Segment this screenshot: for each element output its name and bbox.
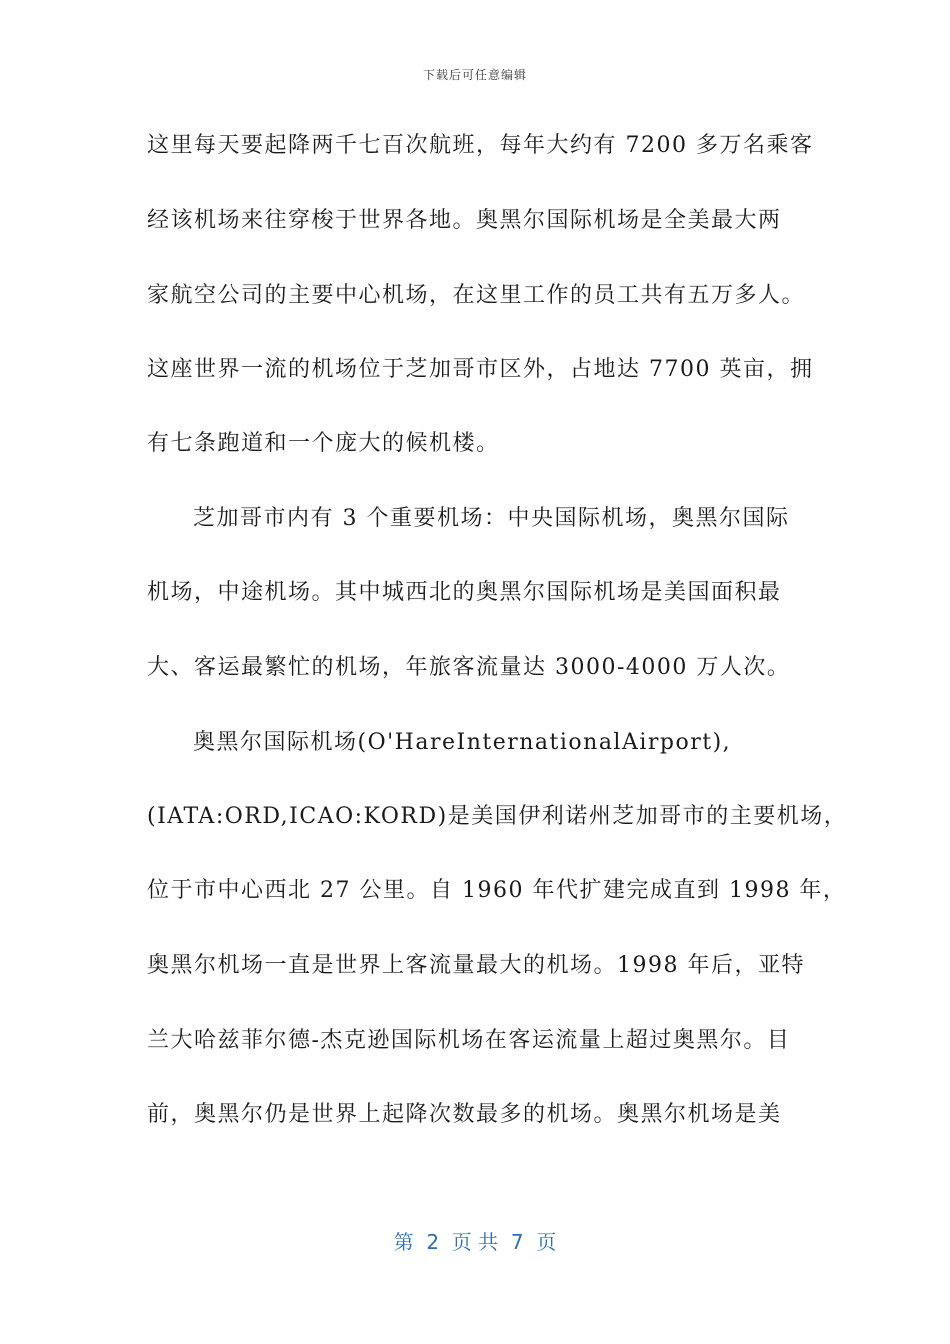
body-line-12: 奥黑尔机场一直是世界上客流量最大的机场。1998 年后，亚特 bbox=[147, 953, 805, 978]
body-line-8: 大、客运最繁忙的机场，年旅客流量达 3000-4000 万人次。 bbox=[147, 655, 791, 680]
body-line-13: 兰大哈兹菲尔德-杰克逊国际机场在客运流量上超过奥黑尔。目 bbox=[147, 1028, 791, 1053]
body-line-1: 这里每天要起降两千七百次航班，每年大约有 7200 多万名乘客 bbox=[147, 133, 814, 158]
body-line-2: 经该机场来往穿梭于世界各地。奥黑尔国际机场是全美最大两 bbox=[147, 208, 782, 233]
body-line-11: 位于市中心西北 27 公里。自 1960 年代扩建完成直到 1998 年， bbox=[147, 878, 847, 903]
body-line-10: (IATA:ORD,ICAO:KORD)是美国伊利诺州芝加哥市的主要机场， bbox=[147, 804, 848, 829]
body-line-7: 机场，中途机场。其中城西北的奥黑尔国际机场是美国面积最 bbox=[147, 580, 782, 605]
body-line-14: 前，奥黑尔仍是世界上起降次数最多的机场。奥黑尔机场是美 bbox=[147, 1102, 782, 1127]
page-number: 第 2 页 共 7 页 bbox=[393, 1230, 557, 1254]
header-note: 下载后可任意编辑 bbox=[422, 68, 527, 82]
body-line-4: 这座世界一流的机场位于芝加哥市区外，占地达 7700 英亩，拥 bbox=[147, 357, 814, 382]
body-line-3: 家航空公司的主要中心机场，在这里工作的员工共有五万多人。 bbox=[147, 283, 806, 308]
body-line-6: 芝加哥市内有 3 个重要机场：中央国际机场，奥黑尔国际 bbox=[193, 506, 790, 531]
body-line-9: 奥黑尔国际机场(O'HareInternationalAirport), bbox=[193, 730, 732, 755]
body-line-5: 有七条跑道和一个庞大的候机楼。 bbox=[147, 431, 500, 456]
